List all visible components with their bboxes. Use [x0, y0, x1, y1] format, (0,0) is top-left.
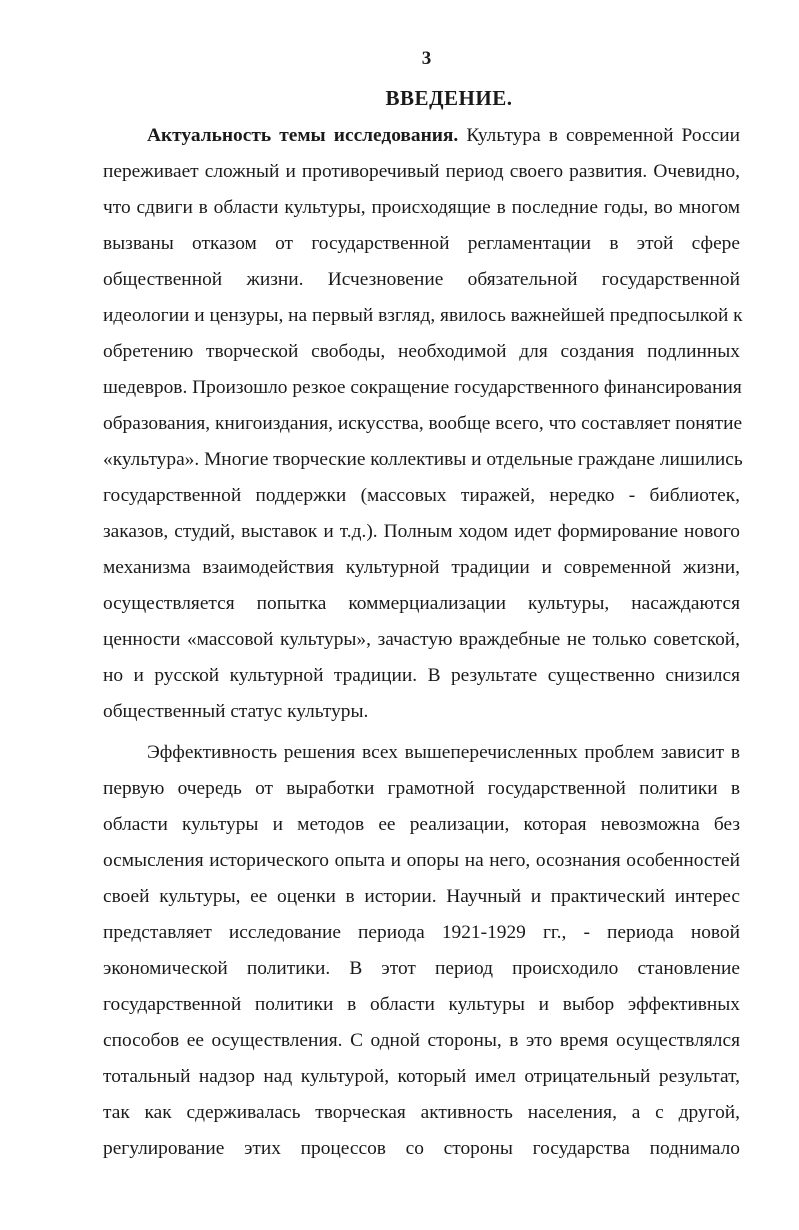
text-line: осуществляется попытка коммерциализации культуры, насаждаются — [103, 593, 740, 614]
text-line: образования, книгоиздания, искусства, вообще всего, что составляет понятие — [103, 413, 743, 434]
text-line: что сдвиги в области культуры, происходящие в последние годы, во многом — [103, 197, 740, 218]
text-line: общественный статус культуры. — [103, 701, 369, 722]
text-line: регулирование этих процессов со стороны государства поднимало — [103, 1138, 740, 1159]
lead-continuation: Культура в современной России — [458, 125, 740, 146]
text-line: первую очередь от выработки грамотной государственной политики в — [103, 778, 740, 799]
text-line: ценности «массовой культуры», зачастую враждебные не только советской, — [103, 629, 740, 650]
text-line: переживает сложный и противоречивый период своего развития. Очевидно, — [103, 161, 740, 182]
text-line: так как сдерживалась творческая активность населения, а с другой, — [103, 1102, 740, 1123]
text-line: государственной политики в области культуры и выбор эффективных — [103, 994, 740, 1015]
text-line: своей культуры, ее оценки в истории. Научный и практический интерес — [103, 886, 740, 907]
text-line: тотальный надзор над культурой, который имел отрицательный результат, — [103, 1066, 740, 1087]
text-line — [103, 118, 740, 154]
paragraph-effectiveness — [103, 735, 740, 1167]
text-line: области культуры и методов ее реализации, которая невозможна без — [103, 814, 740, 835]
document-body — [103, 118, 743, 1167]
text-line: общественной жизни. Исчезновение обязательной государственной — [103, 269, 740, 290]
text-line: представляет исследование периода 1921-1929 гг., - периода новой — [103, 922, 740, 943]
text-line: Эффективность решения всех вышеперечисленных проблем зависит в — [147, 742, 740, 763]
text-line: способов ее осуществления. С одной стороны, в это время осуществлялся — [103, 1030, 740, 1051]
section-heading: ВВЕДЕНИЕ. — [385, 86, 513, 110]
text-line: осмысления исторического опыта и опоры на него, осознания особенностей — [103, 850, 740, 871]
text-line: идеологии и цензуры, на первый взгляд, явилось важнейшей предпосылкой к — [103, 305, 743, 326]
paragraph-relevance — [103, 118, 743, 730]
text-line: «культура». Многие творческие коллективы и отдельные граждане лишились — [103, 449, 743, 470]
text-line: шедевров. Произошло резкое сокращение государственного финансирования — [103, 377, 742, 398]
text-line: обретению творческой свободы, необходимой для создания подлинных — [103, 341, 740, 362]
text-line: государственной поддержки (массовых тиражей, нередко - библиотек, — [103, 485, 740, 506]
page-number: 3 — [421, 48, 432, 69]
text-line: вызваны отказом от государственной регламентации в этой сфере — [103, 233, 740, 254]
text-line: механизма взаимодействия культурной традиции и современной жизни, — [103, 557, 740, 578]
text-line: заказов, студий, выставок и т.д.). Полным ходом идет формирование нового — [103, 521, 740, 542]
lead-phrase: Актуальность темы исследования. — [147, 125, 459, 146]
text-line: экономической политики. В этот период происходило становление — [103, 958, 740, 979]
text-line: но и русской культурной традиции. В результате существенно снизился — [103, 665, 740, 686]
